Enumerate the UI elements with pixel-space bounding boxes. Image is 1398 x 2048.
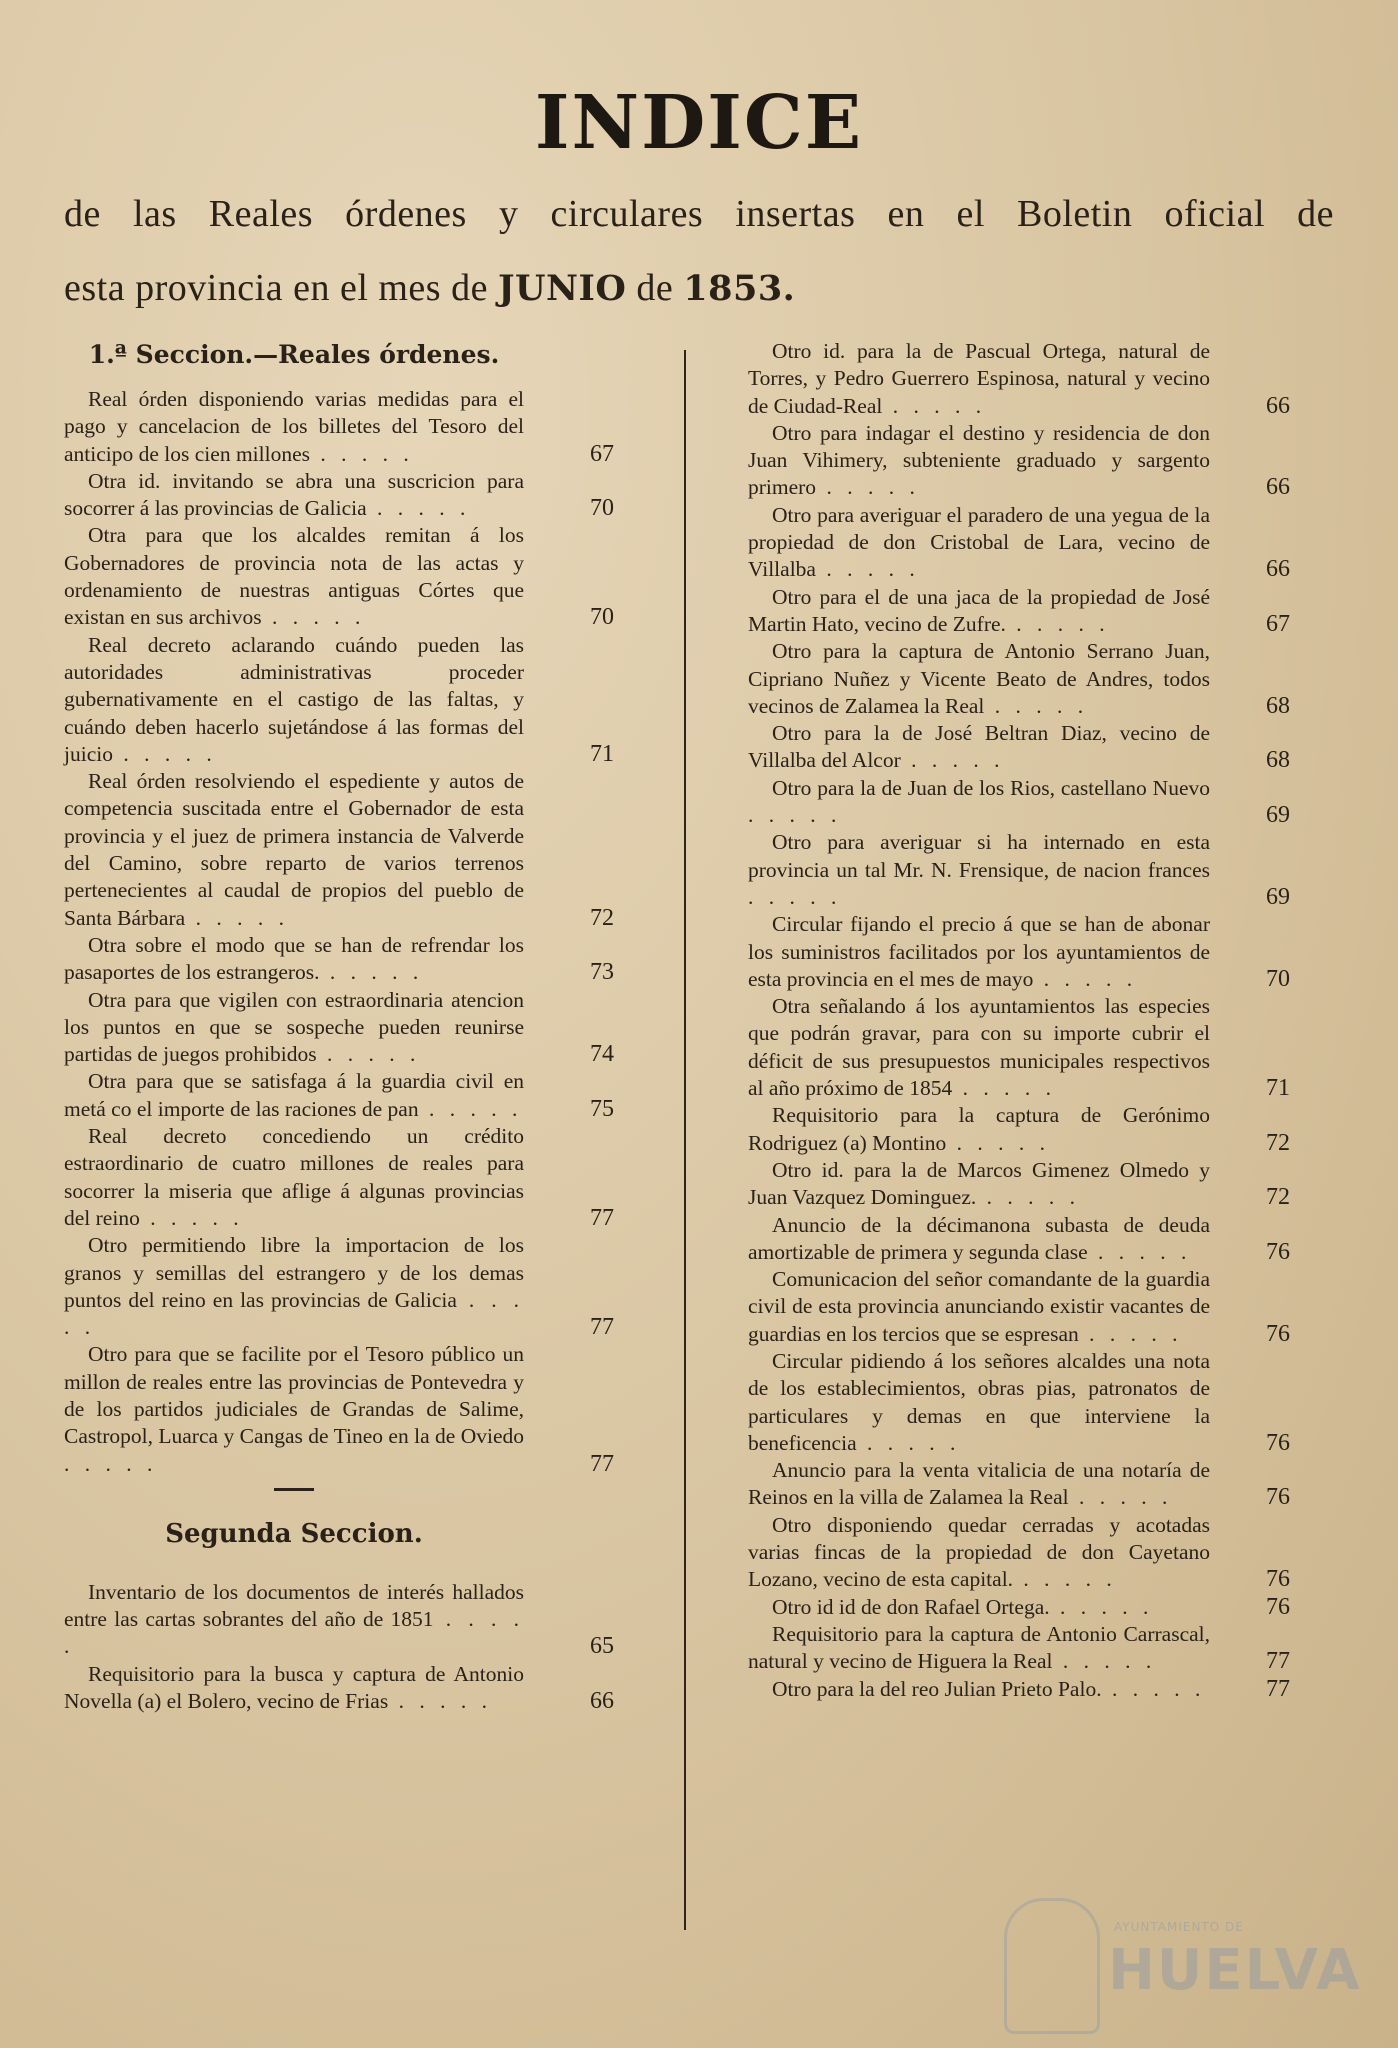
leader-dots: . . . . . [64, 1287, 524, 1340]
entry-page-number: 66 [590, 1688, 614, 1715]
right-column [748, 338, 1290, 1703]
entry-page-number: 77 [590, 1204, 614, 1231]
index-entry [748, 338, 1290, 420]
index-entry [64, 768, 614, 932]
section-2-entries [64, 1579, 614, 1715]
entry-page-number: 70 [590, 495, 614, 522]
index-entry [748, 775, 1290, 830]
entry-text: Circular pidiendo á los señores alcaldes una nota de los establecimientos, obras pias, patronatos de particulares y demas en que interviene la beneficencia [748, 1348, 1210, 1455]
entry-page-number: 77 [1266, 1648, 1290, 1675]
entry-text: Real decreto concediendo un crédito estraordinario de cuatro millones de reales para socorrer la miseria que aflige á algunas provincias del reino [64, 1124, 524, 1230]
leader-dots: . . . . . [388, 1689, 492, 1714]
entry-text: Real decreto aclarando cuándo pueden las autoridades administrativas proceder gubernativamente en el castigo de las faltas, y cuándo deben hacerlo sujetándose á las formas del juicio [64, 632, 524, 766]
entry-text: Circular fijando el precio á que se han de abonar los suministros facilitados por los ayuntamientos de esta provincia en el mes de mayo [748, 912, 1210, 991]
entry-text: Inventario de los documentos de interés hallados entre las cartas sobrantes del año de 1851 [64, 1579, 524, 1632]
leader-dots: . . . . . [366, 496, 471, 521]
index-entry [64, 1232, 614, 1341]
index-entry [748, 1457, 1290, 1512]
leader-dots: . . . . . [139, 1205, 244, 1230]
subtitle-de: de [636, 267, 674, 309]
index-entry [748, 911, 1290, 993]
entry-text: Requisitorio para la captura de Gerónimo Rodriguez (a) Montino [748, 1103, 1210, 1155]
entry-page-number: 70 [590, 604, 614, 631]
leader-dots: . . . . . [261, 605, 366, 630]
leader-dots: . . . . . [1101, 1676, 1206, 1701]
section-rule [274, 1488, 314, 1491]
entry-text: Otra para que los alcaldes remitan á los Gobernadores de provincia nota de las actas y ordenamiento de nuestras antiguas Córtes que existan en sus archivos [64, 523, 524, 630]
entry-text: Otra señalando á los ayuntamientos las especies que podrán gravar, para con su importe cubrir el déficit de sus presupuestos municipales respectivos al año próximo de 1854 [748, 994, 1210, 1101]
entry-page-number: 68 [1266, 747, 1290, 774]
entry-text: Otro id. para la de Marcos Gimenez Olmedo y Juan Vazquez Dominguez. [748, 1157, 1210, 1210]
leader-dots: . . . . . [64, 1607, 524, 1659]
index-entry [64, 1341, 614, 1477]
entry-text: Anuncio para la venta vitalicia de una notaría de Reinos en la villa de Zalamea la Real [748, 1458, 1210, 1510]
entry-text: Requisitorio para la captura de Antonio Carrascal, natural y vecino de Higuera la Real [748, 1621, 1210, 1674]
leader-dots: . . . . . [748, 803, 842, 828]
entry-page-number: 66 [1266, 392, 1290, 419]
entry-text: Otro para averiguar el paradero de una yegua de la propiedad de don Cristobal de Lara, vecino de Villalba [748, 502, 1210, 582]
entry-page-number: 70 [1266, 965, 1290, 992]
leader-dots: . . . . . [816, 475, 920, 500]
leader-dots: . . . . . [882, 393, 987, 418]
leader-dots: . . . . . [316, 1042, 421, 1067]
right-entries [748, 338, 1290, 1703]
watermark-big-text: HUELVA [1108, 1938, 1362, 2003]
index-entry [748, 720, 1290, 775]
subtitle-prefix: esta provincia en el mes de [64, 267, 488, 309]
entry-text: Otro para que se facilite por el Tesoro público un millon de reales entre las provincias de Pontevedra y de los partidos judiciales de Grandas de Salime, Castropol, Luarca y Cangas de Tineo en la de Oviedo [64, 1342, 524, 1449]
index-entry [64, 1661, 614, 1716]
leader-dots: . . . . . [1068, 1485, 1173, 1510]
entry-page-number: 72 [1266, 1129, 1290, 1156]
entry-page-number: 76 [1266, 1429, 1290, 1456]
leader-dots: . . . . . [1052, 1649, 1157, 1674]
index-entry [748, 502, 1290, 584]
section-2-heading: Segunda Seccion. [165, 1518, 423, 1549]
entry-page-number: 71 [590, 740, 614, 767]
entry-page-number: 72 [590, 904, 614, 931]
entry-page-number: 74 [590, 1041, 614, 1068]
leader-dots: . . . . . [418, 1096, 523, 1121]
entry-page-number: 76 [1266, 1238, 1290, 1265]
entry-text: Anuncio de la décimanona subasta de deuda amortizable de primera y segunda clase [748, 1212, 1210, 1264]
index-entry [64, 1123, 614, 1232]
entry-text: Real órden resolviendo el espediente y autos de competencia suscitada entre el Gobernador de esta provincia y el juez de primera instancia de Valverde del Camino, sobre reparto de varios terrenos pertenecientes al caudal de propios del pueblo de Santa Bárbara [64, 769, 524, 930]
entry-page-number: 77 [590, 1314, 614, 1341]
watermark-small-text: AYUNTAMIENTO DE [1114, 1920, 1244, 1934]
index-entry [748, 1348, 1290, 1457]
leader-dots: . . . . . [185, 905, 289, 930]
leader-dots: . . . . . [984, 693, 1089, 718]
entry-page-number: 76 [1266, 1566, 1290, 1593]
entry-text: Otro para la captura de Antonio Serrano Juan, Cipriano Nuñez y Vicente Beato de Andres, todos vecinos de Zalamea la Real [748, 639, 1210, 718]
index-entry [64, 1579, 614, 1661]
entry-text: Comunicacion del señor comandante de la guardia civil de esta provincia anunciando existir vacantes de guardias en los tercios que se espresan [748, 1267, 1210, 1346]
index-entry [64, 932, 614, 987]
index-entry [748, 584, 1290, 639]
entry-page-number: 73 [590, 959, 614, 986]
entry-page-number: 66 [1266, 474, 1290, 501]
leader-dots: . . . . . [856, 1430, 961, 1455]
entry-page-number: 77 [1266, 1675, 1290, 1702]
leader-dots: . . . . . [1049, 1594, 1154, 1619]
entry-text: Real órden disponiendo varias medidas para el pago y cancelacion de los billetes del Tesoro del anticipo de los cien millones [64, 387, 524, 466]
left-column [64, 338, 614, 1715]
entry-page-number: 67 [1266, 610, 1290, 637]
entry-text: Requisitorio para la busca y captura de Antonio Novella (a) el Bolero, vecino de Frias [64, 1661, 524, 1714]
index-entry [64, 987, 614, 1069]
leader-dots: . . . . . [1078, 1321, 1183, 1346]
index-entry [748, 993, 1290, 1102]
entry-page-number: 69 [1266, 883, 1290, 910]
entry-page-number: 71 [1266, 1075, 1290, 1102]
subtitle-line-2 [64, 266, 1334, 310]
index-entry [64, 386, 614, 468]
leader-dots: . . . . . [1005, 611, 1110, 636]
entry-page-number: 76 [1266, 1484, 1290, 1511]
entry-text: Otro para indagar el destino y residencia de don Juan Vihimery, subteniente graduado y sargento primero [748, 420, 1210, 500]
index-entry [64, 632, 614, 768]
entry-text: Otra para que vigilen con estraordinaria atencion los puntos en que se sospeche pueden reunirse partidas de juegos prohibidos [64, 987, 524, 1067]
index-entry [64, 468, 614, 523]
entry-text: Otra id. invitando se abra una suscricion para socorrer á las provincias de Galicia [64, 468, 524, 521]
entry-page-number: 75 [590, 1095, 614, 1122]
section-1-entries [64, 386, 614, 1478]
leader-dots: . . . . . [310, 441, 414, 466]
entry-text: Otro id id de don Rafael Ortega. [772, 1594, 1050, 1619]
subtitle-year: 1853. [683, 268, 796, 309]
leader-dots: . . . . . [748, 884, 842, 909]
index-entry [748, 829, 1290, 911]
index-entry [64, 1068, 614, 1123]
entry-page-number: 76 [1266, 1320, 1290, 1347]
index-entry [748, 1212, 1290, 1267]
index-entry [748, 638, 1290, 720]
entry-page-number: 68 [1266, 692, 1290, 719]
column-divider [684, 350, 686, 1930]
entry-page-number: 66 [1266, 556, 1290, 583]
entry-text: Otro para la del reo Julian Prieto Palo. [772, 1676, 1102, 1701]
section-1-heading: 1.ª Seccion.—Reales órdenes. [88, 340, 500, 369]
page-title: INDICE [534, 80, 864, 166]
subtitle-month: JUNIO [497, 268, 627, 309]
index-entry [748, 1266, 1290, 1348]
leader-dots: . . . . . [900, 748, 1005, 773]
subtitle-line-1: de las Reales órdenes y circulares insertas en el Boletin oficial de [64, 193, 1334, 235]
index-entry [64, 522, 614, 631]
entry-text: Otro disponiendo quedar cerradas y acotadas varias fincas de la propiedad de don Cayetano Lozano, vecino de esta capital. [748, 1512, 1210, 1592]
index-entry [748, 1157, 1290, 1212]
index-entry [748, 1621, 1290, 1676]
entry-text: Otra para que se satisfaga á la guardia civil en metá co el importe de las raciones de pan [64, 1069, 524, 1121]
entry-text: Otro id. para la de Pascual Ortega, natural de Torres, y Pedro Guerrero Espinosa, natural y vecino de Ciudad-Real [748, 339, 1210, 418]
entry-text: Otra sobre el modo que se han de refrendar los pasaportes de los estrangeros. [64, 932, 524, 985]
leader-dots: . . . . . [946, 1130, 1050, 1155]
leader-dots: . . . . . [319, 960, 424, 985]
index-entry [748, 1102, 1290, 1157]
index-entry [748, 1675, 1290, 1703]
leader-dots: . . . . . [1033, 966, 1138, 991]
entry-page-number: 65 [590, 1633, 614, 1660]
index-entry [748, 420, 1290, 502]
leader-dots: . . . . . [976, 1185, 1081, 1210]
entry-text: Otro para la de José Beltran Diaz, vecino de Villalba del Alcor [748, 721, 1210, 773]
leader-dots: . . . . . [1087, 1239, 1192, 1264]
entry-text: Otro para averiguar si ha internado en esta provincia un tal Mr. N. Frensique, de nacion frances [748, 830, 1210, 882]
entry-page-number: 69 [1266, 802, 1290, 829]
entry-text: Otro permitiendo libre la importacion de los granos y semillas del estrangero y de los demas puntos del reino en las provincias de Galicia [64, 1233, 524, 1312]
index-entry [748, 1512, 1290, 1594]
seal-icon [1004, 1898, 1100, 2034]
entry-page-number: 77 [590, 1450, 614, 1477]
leader-dots: . . . . . [952, 1076, 1056, 1101]
leader-dots: . . . . . [815, 557, 920, 582]
leader-dots: . . . . . [1013, 1567, 1117, 1592]
leader-dots: . . . . . [112, 741, 217, 766]
index-entry [748, 1593, 1290, 1621]
entry-page-number: 67 [590, 440, 614, 467]
entry-text: Otro para la de Juan de los Rios, castellano Nuevo [772, 775, 1210, 800]
archive-watermark [1004, 1898, 1362, 2028]
entry-page-number: 72 [1266, 1184, 1290, 1211]
entry-page-number: 76 [1266, 1593, 1290, 1620]
leader-dots: . . . . . [64, 1451, 158, 1476]
entry-text: Otro para el de una jaca de la propiedad de José Martin Hato, vecino de Zufre. [748, 584, 1210, 636]
